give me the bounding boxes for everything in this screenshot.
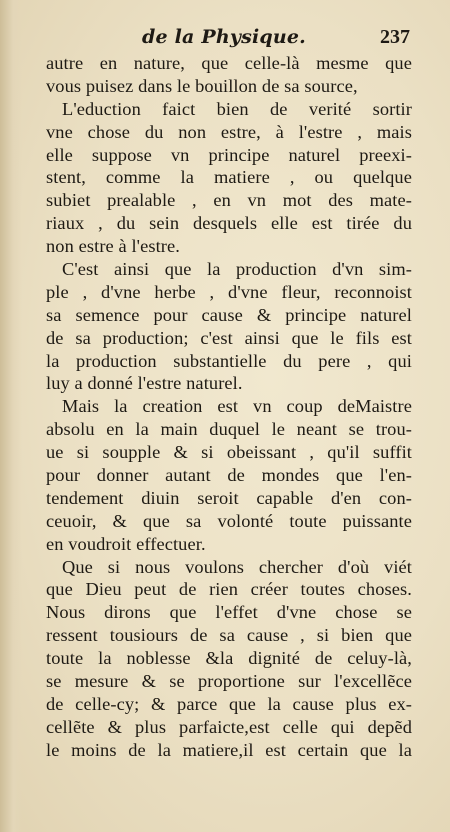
text-line: la production substantielle du pere , qui (46, 350, 412, 371)
text-line: C'est ainsi que la production d'vn sim- (62, 259, 412, 280)
text-line: ceuoir, & que sa volonté toute puissante (46, 510, 412, 531)
text-line: non estre à l'estre. (46, 236, 180, 257)
binding-gutter (0, 0, 22, 832)
text-line: stent, comme la matiere , ou quelque (46, 167, 412, 188)
text-line: en voudroit effectuer. (46, 533, 206, 554)
text-line: cellẽte & plus parfaicte,est celle qui depẽd (46, 716, 412, 737)
text-line: Mais la creation est vn coup deMaistre (62, 396, 412, 417)
text-line: se mesure & se proportione sur l'excellẽce (46, 671, 412, 692)
text-line: sa semence pour cause & principe naturel (46, 304, 412, 325)
text-line: ple , d'vne herbe , d'vne fleur, reconnoist (46, 281, 412, 302)
text-line: L'eduction faict bien de verité sortir (62, 98, 412, 119)
body-text (46, 52, 412, 762)
page-header (46, 26, 410, 52)
text-line: pour donner autant de mondes que l'en- (46, 465, 412, 486)
text-line: toute la noblesse &la dignité de celuy-là, (46, 648, 412, 669)
text-line: de sa production; c'est ainsi que le fils est (46, 327, 412, 348)
text-line: vous puisez dans le bouillon de sa source, (46, 75, 358, 96)
text-line: de celle-cy; & parce que la cause plus ex- (46, 693, 412, 714)
text-line: que Dieu peut de rien créer toutes choses. (46, 579, 412, 600)
text-line: ressent tousiours de sa cause , si bien que (46, 625, 412, 646)
text-line: autre en nature, que celle-là mesme que (46, 53, 412, 73)
text-line: ue si soupple & si obeissant , qu'il suffit (46, 442, 412, 463)
page-number: 237 (380, 26, 410, 48)
text-line: tendement diuin seroit capable d'en con- (46, 487, 412, 508)
text-line: Nous dirons que l'effet d'vne chose se (46, 602, 412, 623)
text-line: vne chose du non estre, à l'estre , mais (46, 121, 412, 142)
text-line: elle suppose vn principe naturel preexi- (46, 144, 412, 165)
text-line: luy a donné l'estre naturel. (46, 373, 243, 394)
text-line: Que si nous voulons chercher d'où viét (62, 556, 412, 577)
text-line: subiet prealable , en vn mot des mate- (46, 190, 412, 211)
text-line: absolu en la main duquel le neant se trou- (46, 419, 412, 440)
running-title: de la Physique. (142, 26, 306, 48)
text-line: le moins de la matiere,il est certain que la (46, 739, 412, 760)
text-line: riaux , du sein desquels elle est tirée du (46, 213, 412, 234)
